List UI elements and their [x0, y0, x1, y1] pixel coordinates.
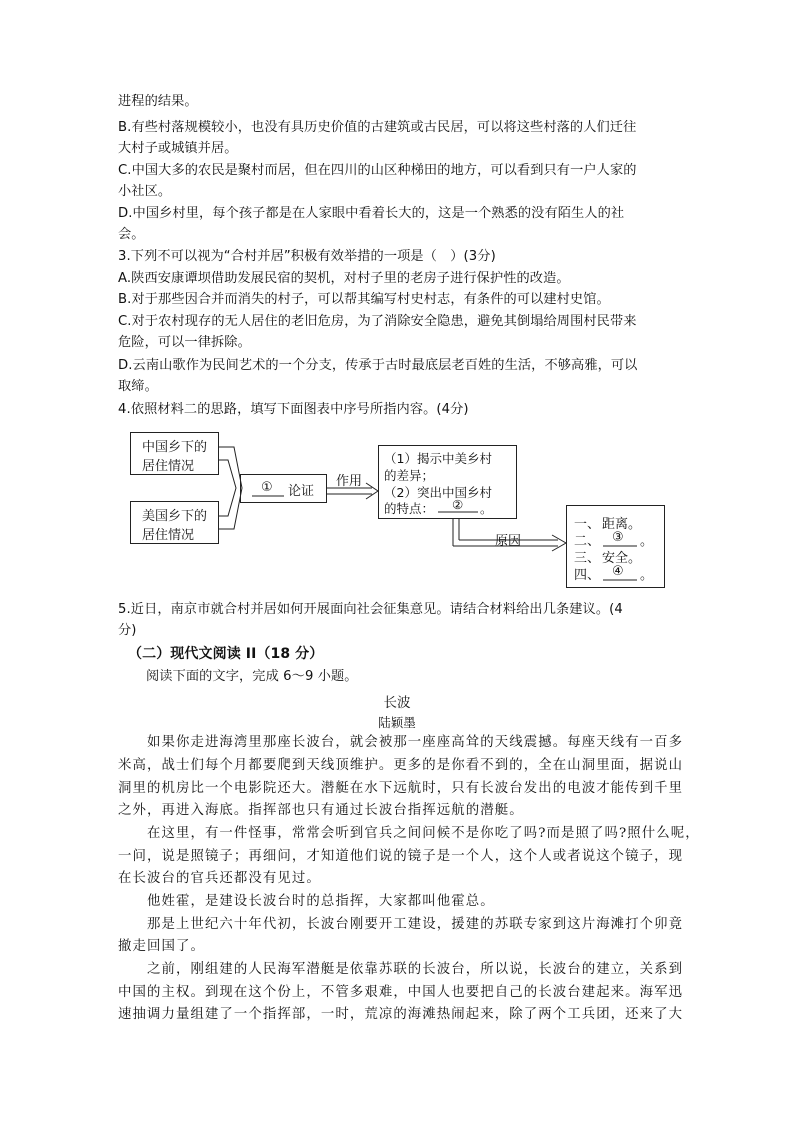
- article-line: 他姓霍，是建设长波台时的总指挥，大家都叫他霍总。: [118, 894, 495, 909]
- purpose-end: 。: [480, 501, 493, 516]
- purpose-line1: （1）揭示中美乡村: [384, 451, 492, 466]
- section-title: （二）现代文阅读 II（18 分）: [128, 646, 324, 662]
- box-usa-line2: 居住情况: [142, 528, 195, 543]
- blank-4: ④: [612, 564, 624, 579]
- question-3: 3.下列不可以视为“合村并居”积极有效举措的一项是（ ）(3分): [118, 249, 496, 264]
- blank-3: ③: [612, 530, 624, 545]
- question-5-line2: 分): [118, 623, 137, 638]
- q3-option-a: A.陕西安康谭坝借助发展民宿的契机，对村子里的老房子进行保护性的改造。: [118, 271, 570, 286]
- reason-4-text: 。: [640, 568, 654, 583]
- blank-2: ②: [452, 497, 464, 512]
- article-author: 陆颖墨: [378, 715, 416, 730]
- purpose-line4: 的特点：: [384, 501, 435, 516]
- question-5-line1: 5.近日，南京市就合村并居如何开展面向社会征集意见。请结合材料给出几条建议。(4: [118, 602, 623, 617]
- box-usa-line1: 美国乡下的: [142, 509, 208, 524]
- option-d-line1: D.中国乡村里，每个孩子都是在人家眼中看着长大的，这是一个熟悉的没有陌生人的社: [118, 206, 625, 221]
- question-4: 4.依照材料二的思路，填写下面图表中序号所指内容。(4分): [118, 402, 469, 417]
- box-china-line2: 居住情况: [142, 459, 195, 474]
- article-line: 在长波台的官兵还都没有见过。: [118, 871, 321, 886]
- option-c-line2: 小社区。: [118, 184, 172, 199]
- article-title: 长波: [383, 695, 411, 711]
- text-line: 进程的结果。: [118, 94, 198, 109]
- q3-option-d-line1: D.云南山歌作为民间艺术的一个分支，传承于古时最底层老百姓的生活，不够高雅，可以: [118, 358, 638, 373]
- reason-1-prefix: 一、: [574, 517, 601, 532]
- q3-option-d-line2: 取缔。: [118, 379, 158, 394]
- box-china-line1: 中国乡下的: [142, 440, 208, 455]
- article-line: 一问，说是照镜子；再细问，才知道他们说的镜子是一个人，这个人或者说这个镜子，现: [118, 849, 684, 864]
- q3-option-c-line1: C.对于农村现存的无人居住的老旧危房，为了消除安全隐患，避免其倒塌给周围村民带来: [118, 314, 637, 329]
- article-line: 速抽调力量组建了一个指挥部，一时，荒凉的海滩热闹起来，除了两个工兵团，还来了大: [118, 1007, 684, 1022]
- article-line: 洞里的机房比一个电影院还大。潜艇在水下远航时，只有长波台发出的电波才能传到千里: [118, 781, 684, 796]
- option-d-line2: 会。: [118, 227, 145, 242]
- reason-1-text: 距离。: [602, 517, 642, 532]
- arrow-label-use: 作用: [336, 474, 363, 489]
- article-line: 那是上世纪六十年代初，长波台刚要开工建设，援建的苏联专家到这片海滩打个卯竟: [118, 917, 684, 932]
- article-line: 在这里，有一件怪事，常常会听到官兵之间问候不是你吃了吗?而是照了吗?照什么呢，: [118, 826, 700, 841]
- q3-option-b: B.对于那些因合并而消失的村子，可以帮其编写村史村志，有条件的可以建村史馆。: [118, 292, 610, 307]
- blank-1: ①: [261, 480, 273, 495]
- article-line: 之外，再进入海底。指挥部也只有通过长波台指挥远航的潜艇。: [118, 803, 524, 818]
- instruction: 阅读下面的文字，完成 6～9 小题。: [146, 669, 358, 684]
- q3-option-c-line2: 危险，可以一律拆除。: [118, 335, 251, 350]
- arrow-label-reason: 原因: [495, 534, 522, 549]
- article-line: 米高，战士们每个月都要爬到天线顶维护。更多的是你看不到的，全在山洞里面，据说山: [118, 758, 684, 773]
- purpose-line2: 的差异；: [384, 468, 435, 483]
- option-c-line1: C.中国大多的农民是聚村而居，但在四川的山区种梯田的地方，可以看到只有一户人家的: [118, 163, 637, 178]
- option-b-line2: 大村子或城镇并居。: [118, 141, 238, 156]
- reason-2-prefix: 二、: [574, 534, 601, 549]
- argument-label: 论证: [288, 484, 315, 499]
- reason-3-prefix: 三、: [574, 551, 601, 566]
- reason-2-text: 。: [640, 534, 654, 549]
- article-line: 撤走回国了。: [118, 939, 205, 954]
- article-line: 之前，刚组建的人民海军潜艇是依靠苏联的长波台，所以说，长波台的建立，关系到: [118, 962, 684, 977]
- purpose-line3: （2）突出中国乡村: [384, 485, 492, 500]
- article-line: 如果你走进海湾里那座长波台，就会被那一座座高耸的天线震撼。每座天线有一百多: [118, 735, 684, 750]
- reason-4-prefix: 四、: [574, 568, 601, 583]
- article-line: 中国的主权。到现在这个份上，不管多艰难，中国人也要把自己的长波台建起来。海军迅: [118, 985, 684, 1000]
- reason-3-text: 安全。: [602, 551, 642, 566]
- option-b-line1: B.有些村落规模较小，也没有具历史价值的古建筑或古民居，可以将这些村落的人们迁往: [118, 120, 637, 135]
